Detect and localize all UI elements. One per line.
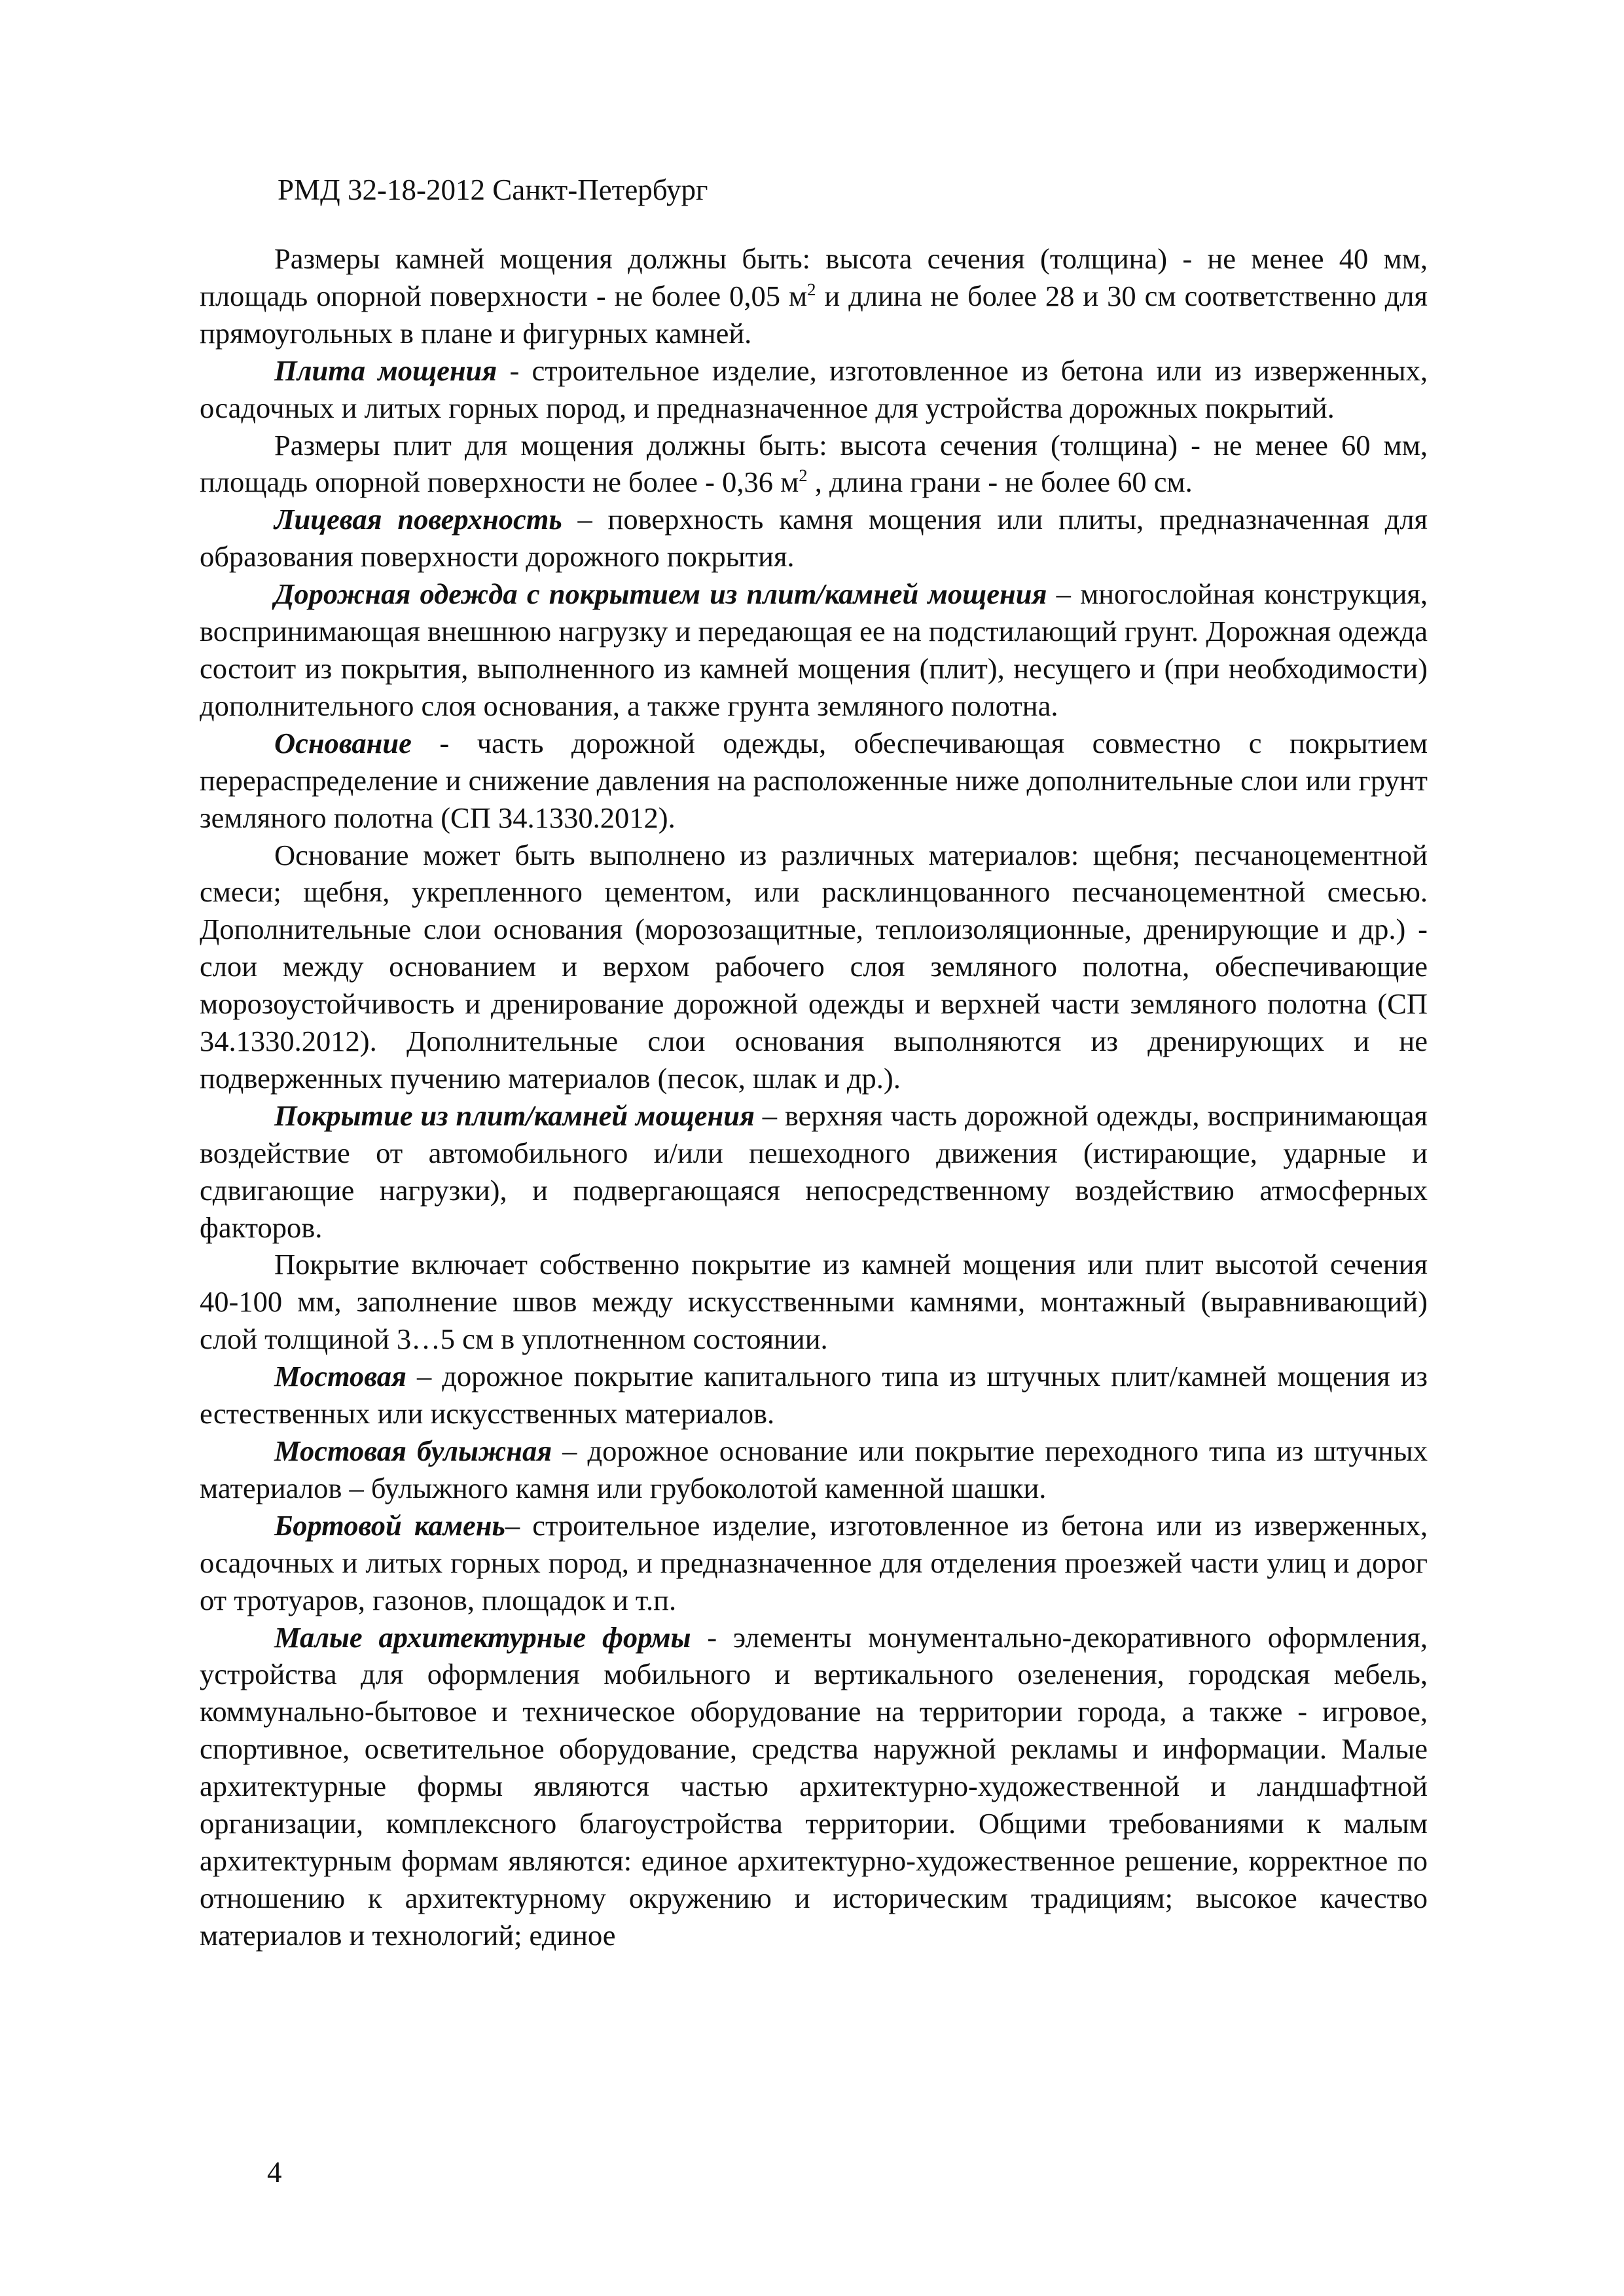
paragraph-text: – многослойная конструкция, воспринимающая внешнюю нагрузку и передающая ее на подстилающий грунт. Дорожная одежда состоит из покрытия, выполненного из камней мощения (плит), несущего и (при необходимости) дополнительного слоя основания, а также грунта земляного полотна. (200, 577, 1428, 722)
document-header: РМД 32-18-2012 Санкт-Петербург (278, 173, 708, 206)
paragraph-text: и длина не более 28 и 30 см соответственно для прямоугольных в плане и фигурных камней. (200, 279, 1428, 350)
paragraph (200, 1097, 1428, 1247)
term-definition: Плита мощения (274, 354, 497, 387)
paragraph-text: – строительное изделие, изготовленное из бетона или из изверженных, осадочных и литых горных пород, и предназначенное для отделения проезжей части улиц и дорог от тротуаров, газонов, площадок и т.п. (200, 1508, 1428, 1616)
paragraph-text: - часть дорожной одежды, обеспечивающая совместно с покрытием перераспределение и снижение давления на расположенные ниже дополнительные слои или грунт земляного полотна (СП 34.1330.2012). (200, 726, 1428, 834)
paragraph (200, 1507, 1428, 1619)
paragraph-text: Основание может быть выполнено из различных материалов: щебня; песчаноцементной смеси; щебня, укрепленного цементом, или расклинцованного песчаноцементной смесью. Дополнительные слои основания (морозозащитные, теплоизоляционные, дренирующие и др.) - слои между основанием и верхом рабочего слоя земляного полотна, обеспечивающие морозоустойчивость и дренирование дорожной одежды и верхней части земляного полотна (СП 34.1330.2012). Дополнительные слои основания выполняются из дренирующих и не подверженных пучению материалов (песок, шлак и др.). (200, 838, 1428, 1095)
term-definition: Бортовой камень (274, 1508, 505, 1542)
paragraph-text: – верхняя часть дорожной одежды, воспринимающая воздействие от автомобильного и/или пешеходного движения (истирающие, ударные и сдвигающие нагрузки), и подвергающаяся непосредственному воздействию атмосферных факторов. (200, 1099, 1428, 1244)
paragraph (200, 501, 1428, 575)
paragraph (200, 725, 1428, 837)
paragraph-text: - элементы монументально-декоративного оформления, устройства для оформления мобильного и вертикального озеленения, городская мебель, коммунально-бытовое и техническое оборудование на территории города, а также - игровое, спортивное, осветительное оборудование, средства наружной рекламы и информации. Малые архитектурные формы являются частью архитектурно-художественной и ландшафтной организации, комплексного благоустройства территории. Общими требованиями к малым архитектурным формам являются: единое архитектурно-художественное решение, корректное по отношению к архитектурному окружению и историческим традициям; высокое качество материалов и технологий; единое (200, 1620, 1428, 1952)
paragraph-text: – поверхность камня мощения или плиты, предназначенная для образования поверхности дорожного покрытия. (200, 503, 1428, 574)
paragraph-text: Размеры плит для мощения должны быть: высота сечения (толщина) - не менее 60 мм, площадь опорной поверхности не более - 0,36 м (200, 428, 1428, 499)
paragraph-text: – дорожное покрытие капитального типа из штучных плит/камней мощения из естественных или искусственных материалов. (200, 1360, 1428, 1430)
paragraph-text: , длина грани - не более 60 см. (807, 465, 1193, 499)
term-definition: Малые архитектурные формы (274, 1620, 691, 1654)
paragraph (200, 575, 1428, 725)
paragraph (200, 240, 1428, 352)
term-definition: Основание (274, 726, 412, 759)
paragraph (200, 352, 1428, 427)
term-definition: Лицевая поверхность (274, 503, 562, 536)
document-body (200, 240, 1428, 1954)
paragraph-text: Покрытие включает собственно покрытие из камней мощения или плит высотой сечения 40-100 мм, заполнение швов между искусственными камнями, монтажный (выравнивающий) слой толщиной 3…5 см в уплотненном состоянии. (200, 1248, 1428, 1356)
superscript: 2 (807, 280, 816, 300)
term-definition: Покрытие из плит/камней мощения (274, 1099, 755, 1132)
paragraph-text: - строительное изделие, изготовленное из бетона или из изверженных, осадочных и литых горных пород, и предназначенное для устройства дорожных покрытий. (200, 354, 1428, 424)
paragraph (200, 1358, 1428, 1432)
term-definition: Дорожная одежда с покрытием из плит/камней мощения (274, 577, 1047, 611)
term-definition: Мостовая булыжная (274, 1434, 552, 1467)
paragraph-text: Размеры камней мощения должны быть: высота сечения (толщина) - не менее 40 мм, площадь опорной поверхности - не более 0,05 м (200, 242, 1428, 312)
term-definition: Мостовая (274, 1360, 406, 1393)
page-number: 4 (267, 2156, 282, 2189)
paragraph (200, 1619, 1428, 1954)
paragraph-text: – дорожное основание или покрытие переходного типа из штучных материалов – булыжного камня или грубоколотой каменной шашки. (200, 1434, 1428, 1504)
paragraph (200, 1432, 1428, 1507)
paragraph (200, 837, 1428, 1097)
paragraph (200, 427, 1428, 501)
paragraph (200, 1246, 1428, 1358)
superscript: 2 (799, 465, 808, 486)
